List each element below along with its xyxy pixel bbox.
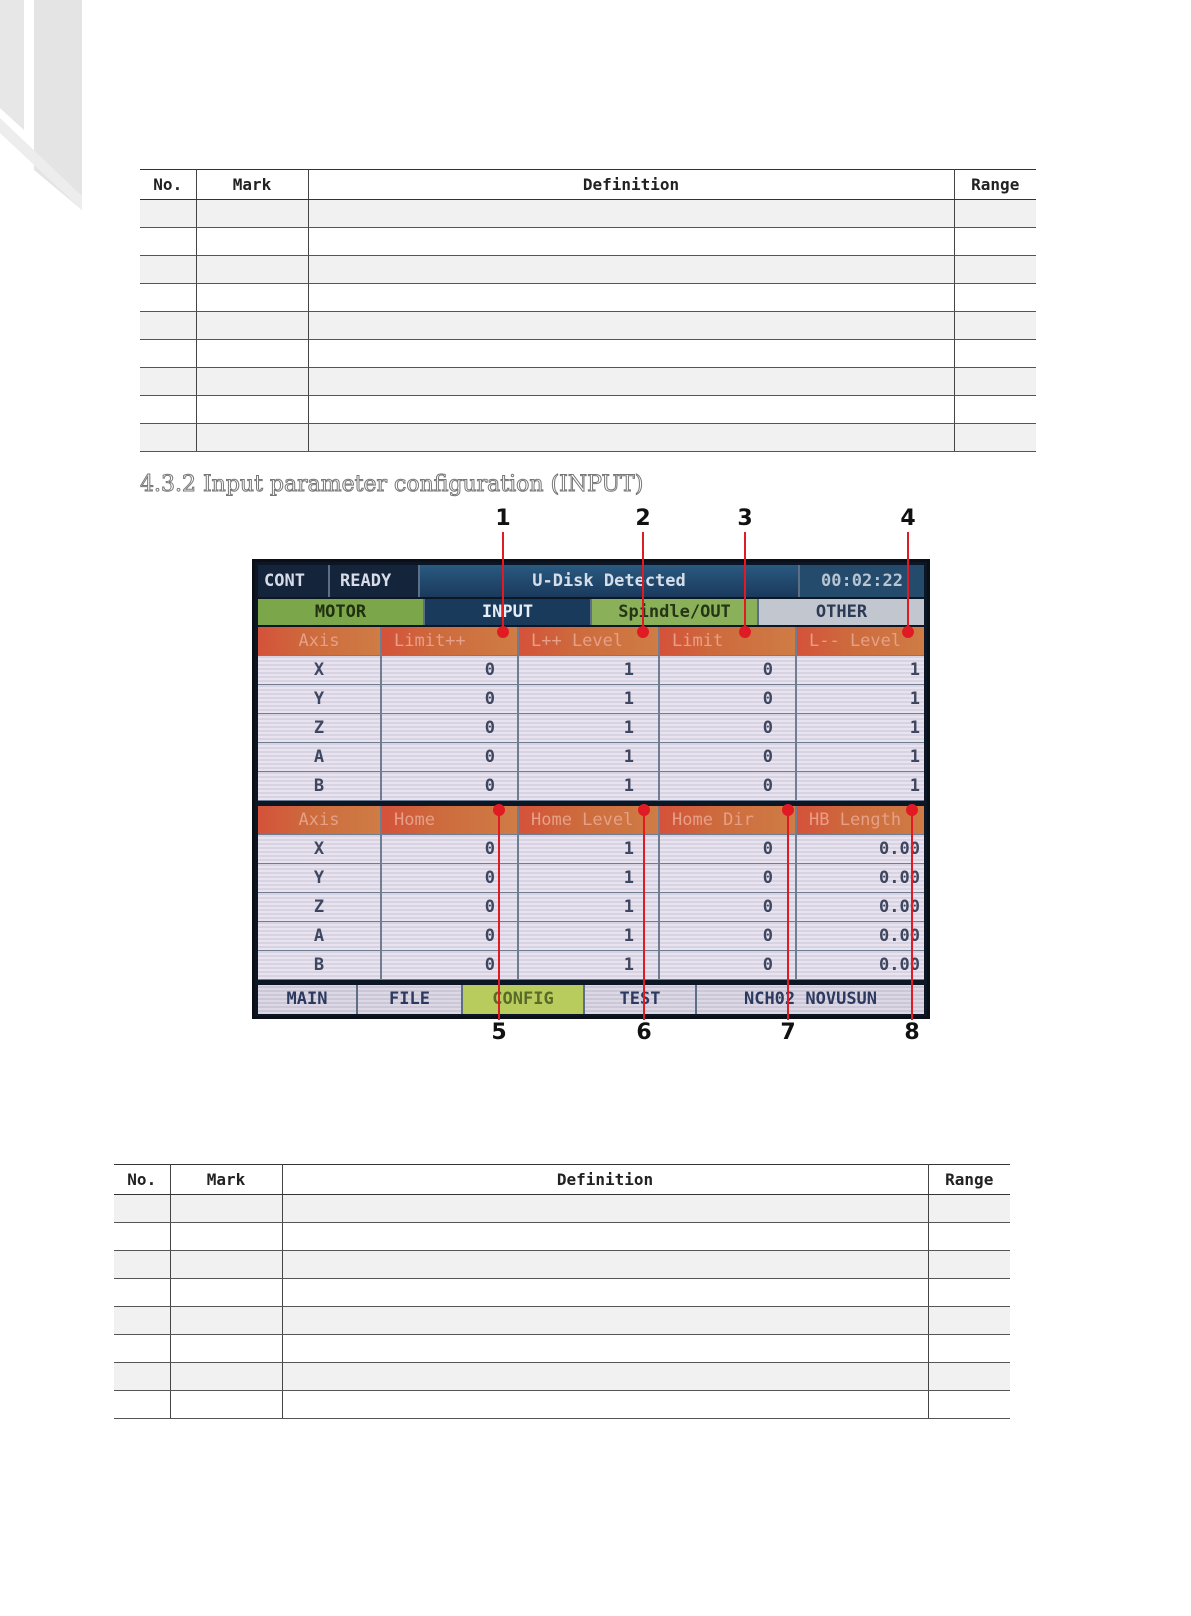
parameter-value[interactable]: 1: [519, 743, 660, 772]
parameter-value[interactable]: 1: [797, 714, 924, 743]
parameter-value[interactable]: 0: [382, 714, 519, 743]
definition-cell: [308, 340, 954, 368]
tab-spindle-out[interactable]: Spindle/OUT: [592, 599, 759, 625]
menu-file-button[interactable]: FILE: [358, 985, 463, 1014]
grid-header-col4: L-- Level: [797, 627, 924, 656]
parameter-value[interactable]: 1: [797, 772, 924, 801]
parameter-value[interactable]: 0: [382, 772, 519, 801]
definition-cell: [308, 396, 954, 424]
parameter-value[interactable]: 0: [660, 951, 797, 980]
range-cell: [928, 1223, 1010, 1251]
table-row: [114, 1251, 1010, 1279]
mark-cell: [170, 1363, 282, 1391]
parameter-value[interactable]: 0.00: [797, 864, 924, 893]
no-cell: [140, 340, 196, 368]
callout-number: 4: [900, 506, 916, 531]
tab-input[interactable]: INPUT: [425, 599, 592, 625]
grid-header-col3: Limit: [660, 627, 797, 656]
no-cell: [140, 228, 196, 256]
parameter-value[interactable]: 0: [660, 656, 797, 685]
definition-cell: [282, 1363, 928, 1391]
range-cell: [928, 1307, 1010, 1335]
parameter-value[interactable]: 1: [797, 656, 924, 685]
definition-cell: [308, 200, 954, 228]
axis-label: A: [258, 922, 382, 951]
range-cell: [954, 284, 1036, 312]
range-cell: [954, 368, 1036, 396]
table-row: [140, 256, 1036, 284]
mark-cell: [170, 1279, 282, 1307]
range-cell: [928, 1335, 1010, 1363]
no-cell: [114, 1223, 170, 1251]
axis-label: Y: [258, 864, 382, 893]
mark-cell: [170, 1307, 282, 1335]
parameter-value[interactable]: 0: [382, 835, 519, 864]
grid-row: [258, 685, 924, 714]
menu-config-button[interactable]: CONFIG: [463, 985, 585, 1014]
parameter-value[interactable]: 1: [519, 864, 660, 893]
axis-label: X: [258, 835, 382, 864]
parameter-value[interactable]: 1: [519, 835, 660, 864]
no-cell: [140, 284, 196, 312]
table-row: [140, 396, 1036, 424]
parameter-value[interactable]: 1: [797, 685, 924, 714]
grid-header-row: [258, 806, 924, 835]
table-row: [140, 200, 1036, 228]
range-cell: [954, 200, 1036, 228]
table-row: [140, 340, 1036, 368]
range-cell: [954, 340, 1036, 368]
grid-row: [258, 743, 924, 772]
column-header-mark: Mark: [170, 1165, 282, 1195]
definition-cell: [282, 1391, 928, 1419]
range-cell: [928, 1195, 1010, 1223]
no-cell: [114, 1335, 170, 1363]
grid-header-col3: Home Dir: [660, 806, 797, 835]
table-row: [140, 368, 1036, 396]
parameter-value[interactable]: 0: [382, 864, 519, 893]
mark-cell: [196, 256, 308, 284]
section-title: 4.3.2 Input parameter configuration (INPUT): [140, 472, 644, 497]
parameter-value[interactable]: 0: [382, 743, 519, 772]
range-cell: [928, 1279, 1010, 1307]
parameter-value[interactable]: 0: [660, 893, 797, 922]
parameter-value[interactable]: 1: [797, 743, 924, 772]
range-cell: [928, 1391, 1010, 1419]
table-row: [140, 284, 1036, 312]
parameter-value[interactable]: 1: [519, 714, 660, 743]
parameter-value[interactable]: 1: [519, 656, 660, 685]
axis-label: Z: [258, 893, 382, 922]
device-label: NCH02 NOVUSUN: [697, 985, 924, 1014]
table-row: [140, 424, 1036, 452]
callout-number: 8: [904, 1020, 920, 1045]
range-cell: [928, 1251, 1010, 1279]
definition-cell: [308, 228, 954, 256]
grid-row: [258, 864, 924, 893]
mark-cell: [196, 312, 308, 340]
no-cell: [140, 368, 196, 396]
axis-label: Y: [258, 685, 382, 714]
definition-cell: [282, 1335, 928, 1363]
parameter-value[interactable]: 0.00: [797, 893, 924, 922]
clock-display: 00:02:22: [800, 565, 924, 597]
callout-number: 6: [636, 1020, 652, 1045]
grid-header-col2: Home Level: [519, 806, 660, 835]
parameter-value[interactable]: 1: [519, 685, 660, 714]
bottom-menu-bar: [258, 985, 924, 1014]
grid-header-col1: Limit++: [382, 627, 519, 656]
mark-cell: [170, 1335, 282, 1363]
table-row: [114, 1223, 1010, 1251]
status-message: U-Disk Detected: [420, 565, 800, 597]
table-row: [114, 1391, 1010, 1419]
callout-number: 3: [737, 506, 753, 531]
mark-cell: [196, 424, 308, 452]
controller-screen-photo: [252, 506, 930, 1048]
parameter-value[interactable]: 0: [382, 685, 519, 714]
grid-row: [258, 656, 924, 685]
grid-row: [258, 951, 924, 980]
definition-cell: [308, 312, 954, 340]
column-header-definition: Definition: [282, 1165, 928, 1195]
parameter-value[interactable]: 0: [660, 835, 797, 864]
definition-cell: [282, 1195, 928, 1223]
definition-cell: [282, 1251, 928, 1279]
no-cell: [114, 1251, 170, 1279]
definition-cell: [308, 284, 954, 312]
column-header-range: Range: [928, 1165, 1010, 1195]
callout-number: 2: [635, 506, 651, 531]
column-header-no: No.: [114, 1165, 170, 1195]
menu-test-button[interactable]: TEST: [585, 985, 697, 1014]
no-cell: [114, 1363, 170, 1391]
definition-cell: [308, 424, 954, 452]
grid-row: [258, 714, 924, 743]
no-cell: [140, 200, 196, 228]
parameter-value[interactable]: 0: [382, 893, 519, 922]
axis-label: A: [258, 743, 382, 772]
table-row: [114, 1363, 1010, 1391]
no-cell: [114, 1391, 170, 1419]
column-header-definition: Definition: [308, 170, 954, 200]
parameter-value[interactable]: 0: [660, 714, 797, 743]
cnc-lcd-screen: [252, 559, 930, 1019]
mark-cell: [196, 396, 308, 424]
mark-cell: [196, 368, 308, 396]
mark-cell: [170, 1391, 282, 1419]
axis-label: X: [258, 656, 382, 685]
parameter-value[interactable]: 0: [660, 685, 797, 714]
parameter-value[interactable]: 0.00: [797, 951, 924, 980]
mark-cell: [170, 1251, 282, 1279]
definition-cell: [282, 1223, 928, 1251]
limit-parameter-grid: [258, 627, 924, 801]
state-indicator: READY: [330, 565, 420, 597]
no-cell: [114, 1307, 170, 1335]
range-cell: [954, 228, 1036, 256]
mark-cell: [196, 228, 308, 256]
column-header-mark: Mark: [196, 170, 308, 200]
range-cell: [954, 256, 1036, 284]
mark-cell: [196, 284, 308, 312]
column-header-no: No.: [140, 170, 196, 200]
menu-main-button[interactable]: MAIN: [258, 985, 358, 1014]
tab-other[interactable]: OTHER: [759, 599, 924, 625]
no-cell: [140, 396, 196, 424]
range-cell: [954, 396, 1036, 424]
mark-cell: [170, 1223, 282, 1251]
tab-motor[interactable]: MOTOR: [258, 599, 425, 625]
mark-cell: [196, 340, 308, 368]
table-row: [114, 1307, 1010, 1335]
callout-number: 5: [491, 1020, 507, 1045]
grid-header-axis: Axis: [258, 627, 382, 656]
parameter-value[interactable]: 0: [660, 772, 797, 801]
table-row: [114, 1279, 1010, 1307]
parameter-value[interactable]: 0: [660, 922, 797, 951]
grid-row: [258, 772, 924, 801]
table-row: [140, 312, 1036, 340]
corner-stripes-decoration: [0, 0, 90, 210]
table-row: [114, 1335, 1010, 1363]
grid-header-row: [258, 627, 924, 656]
definition-table-top: [140, 169, 1036, 452]
parameter-value[interactable]: 0: [382, 951, 519, 980]
grid-row: [258, 922, 924, 951]
no-cell: [114, 1195, 170, 1223]
table-row: [114, 1195, 1010, 1223]
definition-cell: [308, 256, 954, 284]
parameter-value[interactable]: 0.00: [797, 922, 924, 951]
parameter-value[interactable]: 0: [660, 864, 797, 893]
no-cell: [114, 1279, 170, 1307]
parameter-value[interactable]: 1: [519, 951, 660, 980]
definition-cell: [282, 1307, 928, 1335]
axis-label: B: [258, 772, 382, 801]
parameter-value[interactable]: 0: [660, 743, 797, 772]
grid-header-col4: HB Length: [797, 806, 924, 835]
no-cell: [140, 424, 196, 452]
definition-table-bottom: [114, 1164, 1010, 1419]
status-bar: [258, 565, 924, 597]
grid-header-axis: Axis: [258, 806, 382, 835]
axis-label: B: [258, 951, 382, 980]
no-cell: [140, 312, 196, 340]
grid-row: [258, 893, 924, 922]
grid-row: [258, 835, 924, 864]
mark-cell: [170, 1195, 282, 1223]
grid-header-col1: Home: [382, 806, 519, 835]
mark-cell: [196, 200, 308, 228]
parameter-value[interactable]: 0: [382, 922, 519, 951]
definition-cell: [282, 1279, 928, 1307]
callout-number: 1: [495, 506, 511, 531]
definition-cell: [308, 368, 954, 396]
parameter-value[interactable]: 1: [519, 893, 660, 922]
range-cell: [954, 312, 1036, 340]
table-row: [140, 228, 1036, 256]
home-parameter-grid: [258, 806, 924, 980]
column-header-range: Range: [954, 170, 1036, 200]
parameter-value[interactable]: 1: [519, 922, 660, 951]
parameter-value[interactable]: 0.00: [797, 835, 924, 864]
mode-indicator: CONT: [258, 565, 330, 597]
parameter-value[interactable]: 0: [382, 656, 519, 685]
axis-label: Z: [258, 714, 382, 743]
no-cell: [140, 256, 196, 284]
grid-header-col2: L++ Level: [519, 627, 660, 656]
parameter-value[interactable]: 1: [519, 772, 660, 801]
range-cell: [954, 424, 1036, 452]
config-tabs: [258, 599, 924, 625]
callout-number: 7: [780, 1020, 796, 1045]
range-cell: [928, 1363, 1010, 1391]
